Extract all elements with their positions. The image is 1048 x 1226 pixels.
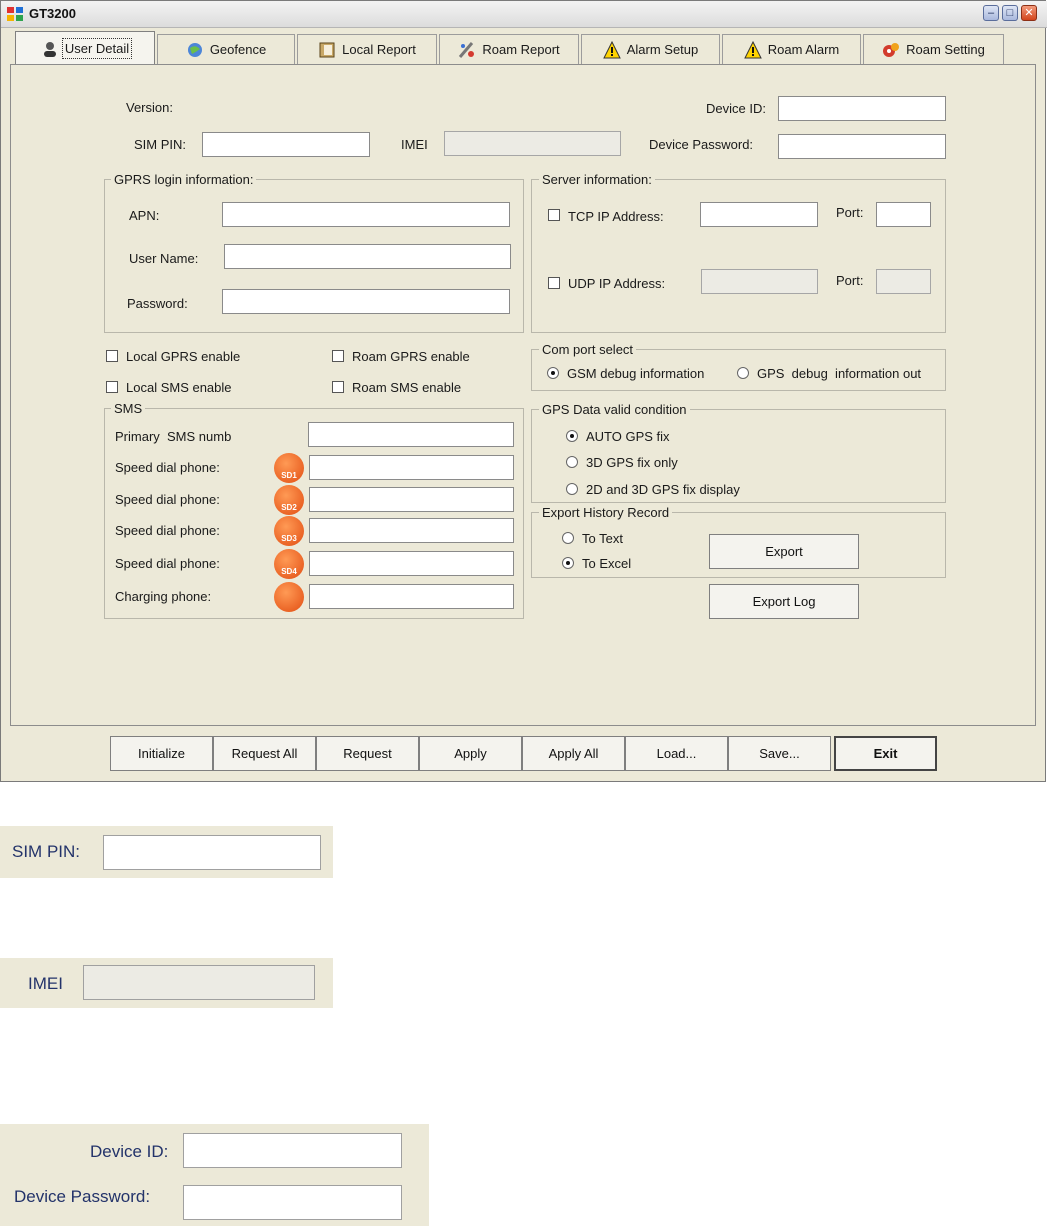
udp-port-field <box>876 269 931 294</box>
server-group-title: Server information: <box>539 172 655 187</box>
tab-geofence[interactable] <box>157 34 295 64</box>
local-gprs-checkbox[interactable] <box>106 350 118 362</box>
export-log-button[interactable]: Export Log <box>709 584 859 619</box>
local-gprs-label: Local GPRS enable <box>126 349 241 364</box>
gprs-password-field[interactable] <box>222 289 510 314</box>
version-label: Version: <box>126 100 173 115</box>
warning-icon <box>603 41 621 59</box>
gsm-debug-label: GSM debug information <box>567 366 705 381</box>
sim-pin-zoom-label: SIM PIN: <box>12 842 81 861</box>
speed-dial-3-icon: SD3 <box>274 516 304 546</box>
report-book-icon <box>318 41 336 59</box>
settings-icon <box>882 41 900 59</box>
user-name-field[interactable] <box>224 244 511 269</box>
roam-sms-label: Roam SMS enable <box>352 380 462 395</box>
tab-label: User Detail <box>64 41 130 56</box>
tcp-ip-label: TCP IP Address: <box>568 209 664 224</box>
tab-label: Roam Setting <box>906 42 985 57</box>
request-all-button[interactable]: Request All <box>213 736 316 771</box>
primary-sms-label: Primary SMS numb <box>115 429 232 444</box>
tcp-ip-field[interactable] <box>700 202 818 227</box>
tab-label: Local Report <box>342 42 416 57</box>
device-password-label: Device Password: <box>649 137 754 152</box>
apn-label: APN: <box>129 208 160 223</box>
tab-panel <box>10 64 1036 726</box>
speed-dial-label: Speed dial phone: <box>115 492 220 507</box>
tab-alarm-setup[interactable] <box>581 34 720 64</box>
exit-button[interactable]: Exit <box>834 736 937 771</box>
imei-zoom-label: IMEI <box>28 974 63 993</box>
device-id-zoom-label: Device ID: <box>90 1142 169 1161</box>
speed-dial-2-icon: SD2 <box>274 485 304 515</box>
to-text-label: To Text <box>582 531 623 546</box>
title-bar <box>1 1 1047 28</box>
device-password-zoom-field[interactable] <box>183 1185 402 1220</box>
device-password-field[interactable] <box>778 134 946 159</box>
to-excel-label: To Excel <box>582 556 632 571</box>
device-id-label: Device ID: <box>706 101 766 116</box>
tab-label: Geofence <box>209 42 267 57</box>
apply-button[interactable]: Apply <box>419 736 522 771</box>
imei-zoom-field <box>83 965 315 1000</box>
imei-label: IMEI <box>401 137 428 152</box>
speed-dial-3-field[interactable] <box>309 518 514 543</box>
warning-icon <box>744 41 762 59</box>
sim-pin-zoom-field[interactable] <box>103 835 321 870</box>
primary-sms-field[interactable] <box>308 422 514 447</box>
speed-dial-4-field[interactable] <box>309 551 514 576</box>
device-id-zoom-field[interactable] <box>183 1133 402 1168</box>
sms-group-title: SMS <box>111 401 145 416</box>
device-password-zoom-label: Device Password: <box>14 1187 151 1206</box>
sim-pin-field[interactable] <box>202 132 370 157</box>
gps-debug-radio[interactable] <box>737 367 749 379</box>
sim-pin-label: SIM PIN: <box>134 137 187 152</box>
app-icon <box>7 7 23 21</box>
imei-zoom <box>0 958 333 1008</box>
load-button[interactable]: Load... <box>625 736 728 771</box>
3d-gps-fix-radio[interactable] <box>566 456 578 468</box>
charging-phone-label: Charging phone: <box>115 589 212 604</box>
tab-label: Alarm Setup <box>626 42 699 57</box>
auto-gps-fix-label: AUTO GPS fix <box>586 429 670 444</box>
tcp-checkbox[interactable] <box>548 209 560 221</box>
udp-checkbox[interactable] <box>548 277 560 289</box>
minimize-button[interactable]: – <box>983 5 999 21</box>
tab-roam-report[interactable] <box>439 34 579 64</box>
maximize-button[interactable]: □ <box>1002 5 1018 21</box>
export-group-title: Export History Record <box>539 505 672 520</box>
speed-dial-label: Speed dial phone: <box>115 460 220 475</box>
roam-gprs-checkbox[interactable] <box>332 350 344 362</box>
speed-dial-1-field[interactable] <box>309 455 514 480</box>
device-zoom <box>0 1124 429 1226</box>
speed-dial-4-icon: SD4 <box>274 549 304 579</box>
tab-user-detail[interactable] <box>15 31 155 65</box>
roam-gprs-label: Roam GPRS enable <box>352 349 470 364</box>
user-name-label: User Name: <box>129 251 199 266</box>
tcp-port-label: Port: <box>836 205 864 220</box>
to-excel-radio[interactable] <box>562 557 574 569</box>
export-button[interactable]: Export <box>709 534 859 569</box>
gprs-group-title: GPRS login information: <box>111 172 256 187</box>
udp-ip-label: UDP IP Address: <box>568 276 666 291</box>
roam-sms-checkbox[interactable] <box>332 381 344 393</box>
gps-debug-label: GPS debug information out <box>757 366 922 381</box>
udp-port-label: Port: <box>836 273 864 288</box>
local-sms-checkbox[interactable] <box>106 381 118 393</box>
imei-field <box>444 131 621 156</box>
request-button[interactable]: Request <box>316 736 419 771</box>
close-button[interactable]: ✕ <box>1021 5 1037 21</box>
sim-pin-zoom <box>0 826 333 878</box>
auto-gps-fix-radio[interactable] <box>566 430 578 442</box>
speed-dial-2-field[interactable] <box>309 487 514 512</box>
save-button[interactable]: Save... <box>728 736 831 771</box>
tab-roam-setting[interactable] <box>863 34 1004 64</box>
local-sms-label: Local SMS enable <box>126 380 232 395</box>
charging-phone-icon <box>274 582 304 612</box>
globe-icon <box>186 41 204 59</box>
charging-phone-field[interactable] <box>309 584 514 609</box>
initialize-button[interactable]: Initialize <box>110 736 213 771</box>
speed-dial-1-icon: SD1 <box>274 453 304 483</box>
tcp-port-field[interactable] <box>876 202 931 227</box>
gps-valid-group-title: GPS Data valid condition <box>539 402 690 417</box>
to-text-radio[interactable] <box>562 532 574 544</box>
gsm-debug-radio[interactable] <box>547 367 559 379</box>
2d-3d-gps-fix-label: 2D and 3D GPS fix display <box>586 482 740 497</box>
apply-all-button[interactable]: Apply All <box>522 736 625 771</box>
tab-local-report[interactable] <box>297 34 437 64</box>
2d-3d-gps-fix-radio[interactable] <box>566 483 578 495</box>
window-title: GT3200 <box>29 6 76 21</box>
user-detail-icon <box>41 40 59 58</box>
tab-label: Roam Report <box>482 42 560 57</box>
speed-dial-label: Speed dial phone: <box>115 556 220 571</box>
apn-field[interactable] <box>222 202 510 227</box>
udp-ip-field <box>701 269 818 294</box>
tab-roam-alarm[interactable] <box>722 34 861 64</box>
gprs-password-label: Password: <box>127 296 188 311</box>
com-port-group-title: Com port select <box>539 342 636 357</box>
3d-gps-fix-label: 3D GPS fix only <box>586 455 678 470</box>
roam-report-icon <box>458 41 476 59</box>
speed-dial-label: Speed dial phone: <box>115 523 220 538</box>
tab-label: Roam Alarm <box>767 42 840 57</box>
device-id-field[interactable] <box>778 96 946 121</box>
